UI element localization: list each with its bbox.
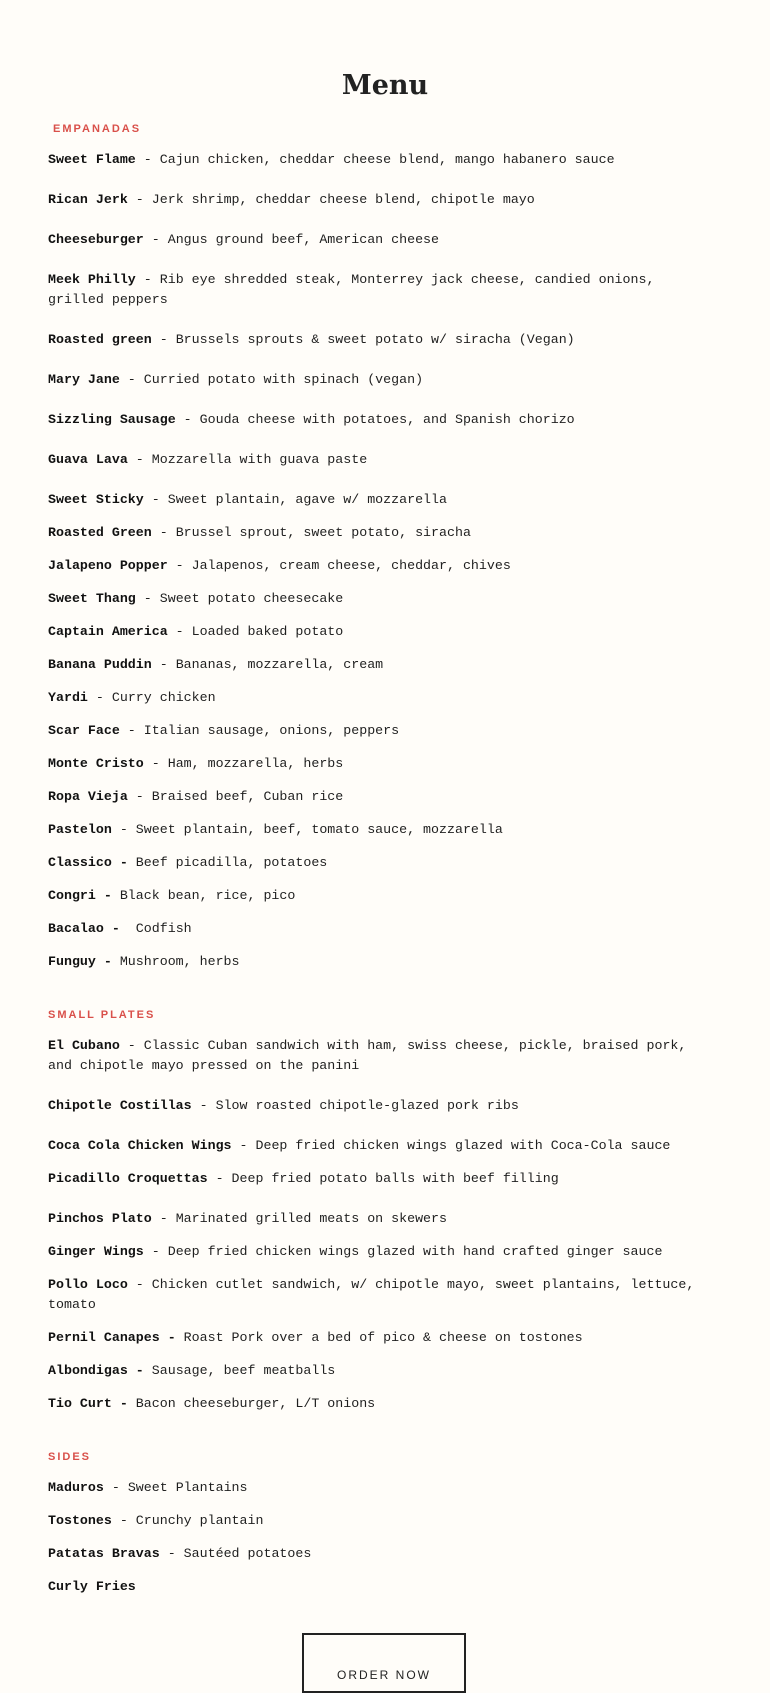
item-separator: - [119,723,144,738]
item-separator: - [103,1480,128,1495]
menu-item [48,523,718,543]
item-description: Gouda cheese with potatoes, and Spanish chorizo [199,412,575,427]
item-description: Sweet plantain, beef, tomato sauce, mozzarella [135,822,503,837]
item-description: Deep fried chicken wings glazed with hand crafted ginger sauce [167,1244,663,1259]
item-description: Sweet Plantains [127,1480,248,1495]
item-separator: - [175,412,200,427]
item-separator: - [151,332,176,347]
item-description: Curried potato with spinach (vegan) [143,372,424,387]
item-separator: - [111,1513,136,1528]
item-description: Sweet potato cheesecake [159,591,344,606]
item-name: Rican Jerk [48,192,128,207]
section-header-small-plates: SMALL PLATES [48,1009,156,1021]
menu-item [48,1036,718,1076]
item-description: Classic Cuban sandwich with ham, swiss cheese, pickle, braised pork, and chipotle mayo pressed on the panini [48,1038,687,1073]
item-name: Congri - [48,888,112,903]
item-name: Sizzling Sausage [48,412,176,427]
item-separator [112,954,120,969]
item-description: Chicken cutlet sandwich, w/ chipotle mayo, sweet plantains, lettuce, tomato [48,1277,695,1312]
item-description: Angus ground beef, American cheese [167,232,440,247]
page-title: Menu [341,70,429,101]
menu-item [48,886,718,906]
item-name: Ginger Wings [48,1244,144,1259]
item-name: Pollo Loco [48,1277,128,1292]
menu-item [48,721,718,741]
menu-item [48,952,718,972]
item-separator: - [159,1546,184,1561]
item-separator: - [143,492,168,507]
item-separator: - [87,690,112,705]
item-separator [144,1363,152,1378]
item-name: Mary Jane [48,372,120,387]
item-description: Brussels sprouts & sweet potato w/ siracha (Vegan) [175,332,575,347]
item-description: Sautéed potatoes [183,1546,312,1561]
item-description: Ham, mozzarella, herbs [167,756,344,771]
menu-item [48,190,718,210]
menu-item [48,410,718,430]
item-description: Roast Pork over a bed of pico & cheese on tostones [183,1330,583,1345]
item-name: Roasted Green [48,525,152,540]
item-separator: - [127,1277,152,1292]
item-separator: - [119,1038,144,1053]
item-name: Roasted green [48,332,152,347]
item-name: Scar Face [48,723,120,738]
menu-item [48,150,718,170]
section-header-sides: SIDES [48,1451,92,1463]
item-name: Sweet Sticky [48,492,144,507]
item-description: Bananas, mozzarella, cream [175,657,384,672]
menu-item [48,688,718,708]
item-name: Albondigas - [48,1363,144,1378]
item-description: Rib eye shredded steak, Monterrey jack cheese, candied onions, grilled peppers [48,272,655,307]
item-separator: - [127,192,152,207]
menu-item [48,330,718,350]
menu-item [48,787,718,807]
menu-item [48,820,718,840]
item-separator [120,921,136,936]
item-separator: - [135,272,160,287]
item-name: Yardi [48,690,88,705]
menu-item [48,1511,718,1531]
item-description: Mushroom, herbs [119,954,240,969]
item-separator: - [231,1138,256,1153]
item-description: Beef picadilla, potatoes [135,855,328,870]
item-name: Sweet Flame [48,152,136,167]
item-name: Tio Curt - [48,1396,128,1411]
item-separator: - [151,1211,176,1226]
menu-item [48,1169,718,1189]
item-name: Picadillo Croquettas [48,1171,208,1186]
menu-item [48,490,718,510]
item-name: Pinchos Plato [48,1211,152,1226]
item-description: Loaded baked potato [191,624,344,639]
item-separator: - [143,1244,168,1259]
menu-item [48,1209,718,1229]
item-description: Sweet plantain, agave w/ mozzarella [167,492,447,507]
item-name: Captain America [48,624,168,639]
item-separator: - [135,591,160,606]
item-description: Deep fried potato balls with beef filling [231,1171,559,1186]
menu-item [48,1544,718,1564]
item-separator [128,1396,136,1411]
item-name: Pernil Canapes - [48,1330,176,1345]
item-separator: - [111,822,136,837]
item-name: Meek Philly [48,272,136,287]
item-description: Deep fried chicken wings glazed with Coca-Cola sauce [255,1138,671,1153]
item-description: Jerk shrimp, cheddar cheese blend, chipotle mayo [151,192,535,207]
item-name: Sweet Thang [48,591,136,606]
menu-item [48,1242,718,1262]
item-name: Classico - [48,855,128,870]
menu-item [48,853,718,873]
menu-item [48,1328,718,1348]
menu-item [48,1096,718,1116]
item-description: Curry chicken [111,690,216,705]
menu-item [48,370,718,390]
section-header-empanadas: EMPANADAS [53,123,142,135]
item-description: Italian sausage, onions, peppers [143,723,400,738]
item-name: Chipotle Costillas [48,1098,192,1113]
item-separator: - [119,372,144,387]
item-description: Slow roasted chipotle-glazed pork ribs [215,1098,519,1113]
item-description: Crunchy plantain [135,1513,264,1528]
item-description: Cajun chicken, cheddar cheese blend, mango habanero sauce [159,152,615,167]
item-name: Patatas Bravas [48,1546,160,1561]
item-separator: - [127,452,152,467]
item-name: Jalapeno Popper [48,558,168,573]
item-separator: - [167,624,192,639]
menu-item [48,1478,718,1498]
menu-item [48,1361,718,1381]
item-separator: - [151,657,176,672]
item-name: Banana Puddin [48,657,152,672]
menu-item [48,450,718,470]
order-now-button[interactable]: ORDER NOW [302,1633,466,1693]
item-name: Ropa Vieja [48,789,128,804]
item-separator: - [143,232,168,247]
item-name: Bacalao - [48,921,120,936]
item-separator: - [151,525,176,540]
menu-item [48,622,718,642]
item-name: Curly Fries [48,1579,136,1594]
item-name: Pastelon [48,822,112,837]
item-name: Coca Cola Chicken Wings [48,1138,232,1153]
item-separator: - [143,756,168,771]
item-separator: - [135,152,160,167]
item-separator: - [167,558,192,573]
item-description: Black bean, rice, pico [119,888,296,903]
menu-item [48,556,718,576]
item-description: Braised beef, Cuban rice [151,789,344,804]
item-name: El Cubano [48,1038,120,1053]
item-separator: - [191,1098,216,1113]
item-separator [176,1330,184,1345]
menu-item [48,919,718,939]
menu-item [48,589,718,609]
item-name: Tostones [48,1513,112,1528]
menu-item [48,1394,718,1414]
item-description: Mozzarella with guava paste [151,452,368,467]
menu-item [48,270,718,310]
item-separator [112,888,120,903]
item-name: Maduros [48,1480,104,1495]
item-description: Marinated grilled meats on skewers [175,1211,447,1226]
menu-item [48,1577,718,1597]
item-separator [128,855,136,870]
item-description: Bacon cheeseburger, L/T onions [135,1396,376,1411]
menu-item [48,1136,718,1156]
item-description: Sausage, beef meatballs [151,1363,336,1378]
menu-item [48,230,718,250]
item-name: Guava Lava [48,452,128,467]
item-description: Codfish [135,921,192,936]
menu-item [48,655,718,675]
item-name: Cheeseburger [48,232,144,247]
item-name: Monte Cristo [48,756,144,771]
menu-item [48,1275,718,1315]
item-separator: - [207,1171,232,1186]
item-name: Funguy - [48,954,112,969]
item-description: Jalapenos, cream cheese, cheddar, chives [191,558,511,573]
item-separator: - [127,789,152,804]
item-description: Brussel sprout, sweet potato, siracha [175,525,471,540]
menu-item [48,754,718,774]
